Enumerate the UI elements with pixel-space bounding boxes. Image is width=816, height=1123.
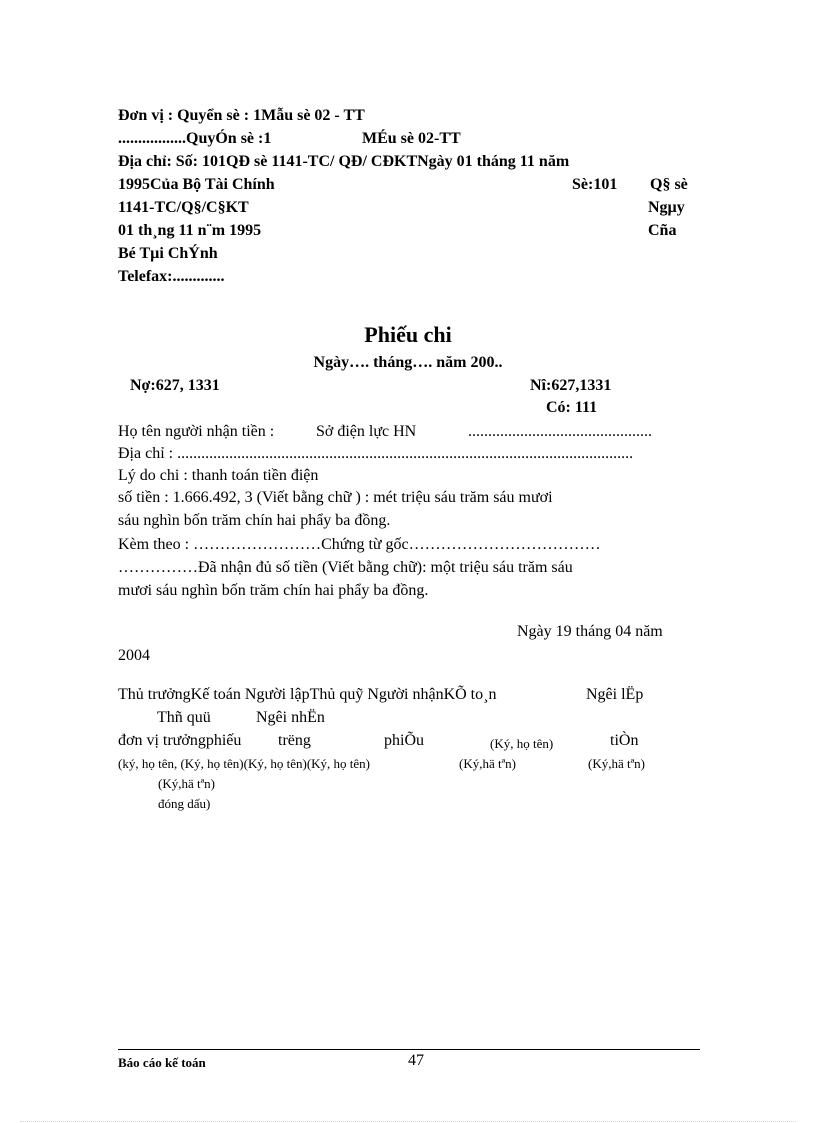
header-line-5b: Ngµy <box>648 199 685 216</box>
attach-line: Kèm theo : ……………………Chứng từ gốc……………………………… <box>118 536 601 553</box>
page-edge-dotted-line <box>20 1121 796 1122</box>
debit-account-right: Nî:627,1331 <box>530 377 612 394</box>
signature-row3-a: đơn vị trưởngphiếu <box>118 732 242 749</box>
receiver-dots: .............................................. <box>468 423 652 440</box>
receiver-label: Họ tên người nhận tiền : <box>118 423 275 440</box>
header-line-4c: Q§ sè <box>650 176 688 193</box>
footer-label: Báo cáo kế toán <box>118 1055 206 1070</box>
signature-row4-b: (Ký,hä tªn) <box>459 756 517 771</box>
page-number: 47 <box>408 1052 424 1069</box>
signature-sub-a: Thñ quü <box>157 709 211 726</box>
signature-row4-a: (ký, họ tên, (Ký, họ tên)(Ký, họ tên)(Ký, họ tên) <box>118 756 370 771</box>
signature-row3-d: (Ký, họ tên) <box>490 736 554 751</box>
header-line-1: Đơn vị : Quyển sè : 1Mẫu sè 02 - TT <box>118 107 365 124</box>
signature-row5: (Ký,hä tªn) <box>158 776 216 791</box>
reason-line: Lý do chi : thanh toán tiền điện <box>118 467 319 484</box>
signature-sub-b: Ngêi nhËn <box>256 709 325 726</box>
signed-year: 2004 <box>118 647 150 664</box>
header-line-4b: Sè:101 <box>572 176 618 193</box>
received-line: ……………Đã nhận đủ số tiền (Viết bằng chữ): một triệu sáu trăm sáu <box>118 559 573 576</box>
signed-date: Ngày 19 tháng 04 năm <box>517 623 663 640</box>
header-line-2b: MÉu sè 02-TT <box>362 130 461 147</box>
header-line-2a: .................QuyÓn sè :1 <box>118 130 272 147</box>
received-line-2: mươi sáu nghìn bốn trăm chín hai phẩy ba đồng. <box>118 582 429 599</box>
footer-divider <box>118 1049 700 1050</box>
signature-row3-c: phiÕu <box>384 732 424 749</box>
credit-account: Có: 111 <box>546 399 598 416</box>
receiver-value: Sở điện lực HN <box>316 423 417 440</box>
signature-roles-tail: Ngêi lËp <box>586 686 644 703</box>
header-line-4a: 1995Của Bộ Tài Chính <box>118 176 275 193</box>
signature-row6: đóng dấu) <box>158 796 211 811</box>
header-line-8: Telefax:............. <box>118 268 225 285</box>
signature-row3-e: tiÒn <box>610 732 639 749</box>
header-line-6a: 01 th¸ng 11 n¨m 1995 <box>118 222 262 239</box>
signature-row3-b: trëng <box>278 732 311 749</box>
amount-line: số tiền : 1.666.492, 3 (Viết bằng chữ ) : mét triệu sáu trăm sáu mươi <box>118 489 553 506</box>
signature-row4-c: (Ký,hä tªn) <box>588 756 646 771</box>
page-title: Phiếu chi <box>364 322 452 347</box>
header-line-3: Địa chỉ: Số: 101QĐ sè 1141-TC/ QĐ/ CĐKTNgày 01 tháng 11 năm <box>118 153 570 170</box>
signature-roles: Thủ trưởngKế toán Người lậpThủ quỹ Người nhậnKÕ to¸n <box>118 686 497 703</box>
amount-line-2: sáu nghìn bốn trăm chín hai phẩy ba đồng. <box>118 512 391 529</box>
header-line-7: Bé Tµi ChÝnh <box>118 245 218 262</box>
header-line-6b: Cña <box>648 222 677 239</box>
debit-account-left: Nợ:627, 1331 <box>130 377 220 394</box>
address-line: Địa chỉ : .................................................................................................................. <box>118 445 634 462</box>
header-line-5a: 1141-TC/Q§/C§KT <box>118 199 249 216</box>
date-line: Ngày…. tháng…. năm 200.. <box>313 354 503 371</box>
